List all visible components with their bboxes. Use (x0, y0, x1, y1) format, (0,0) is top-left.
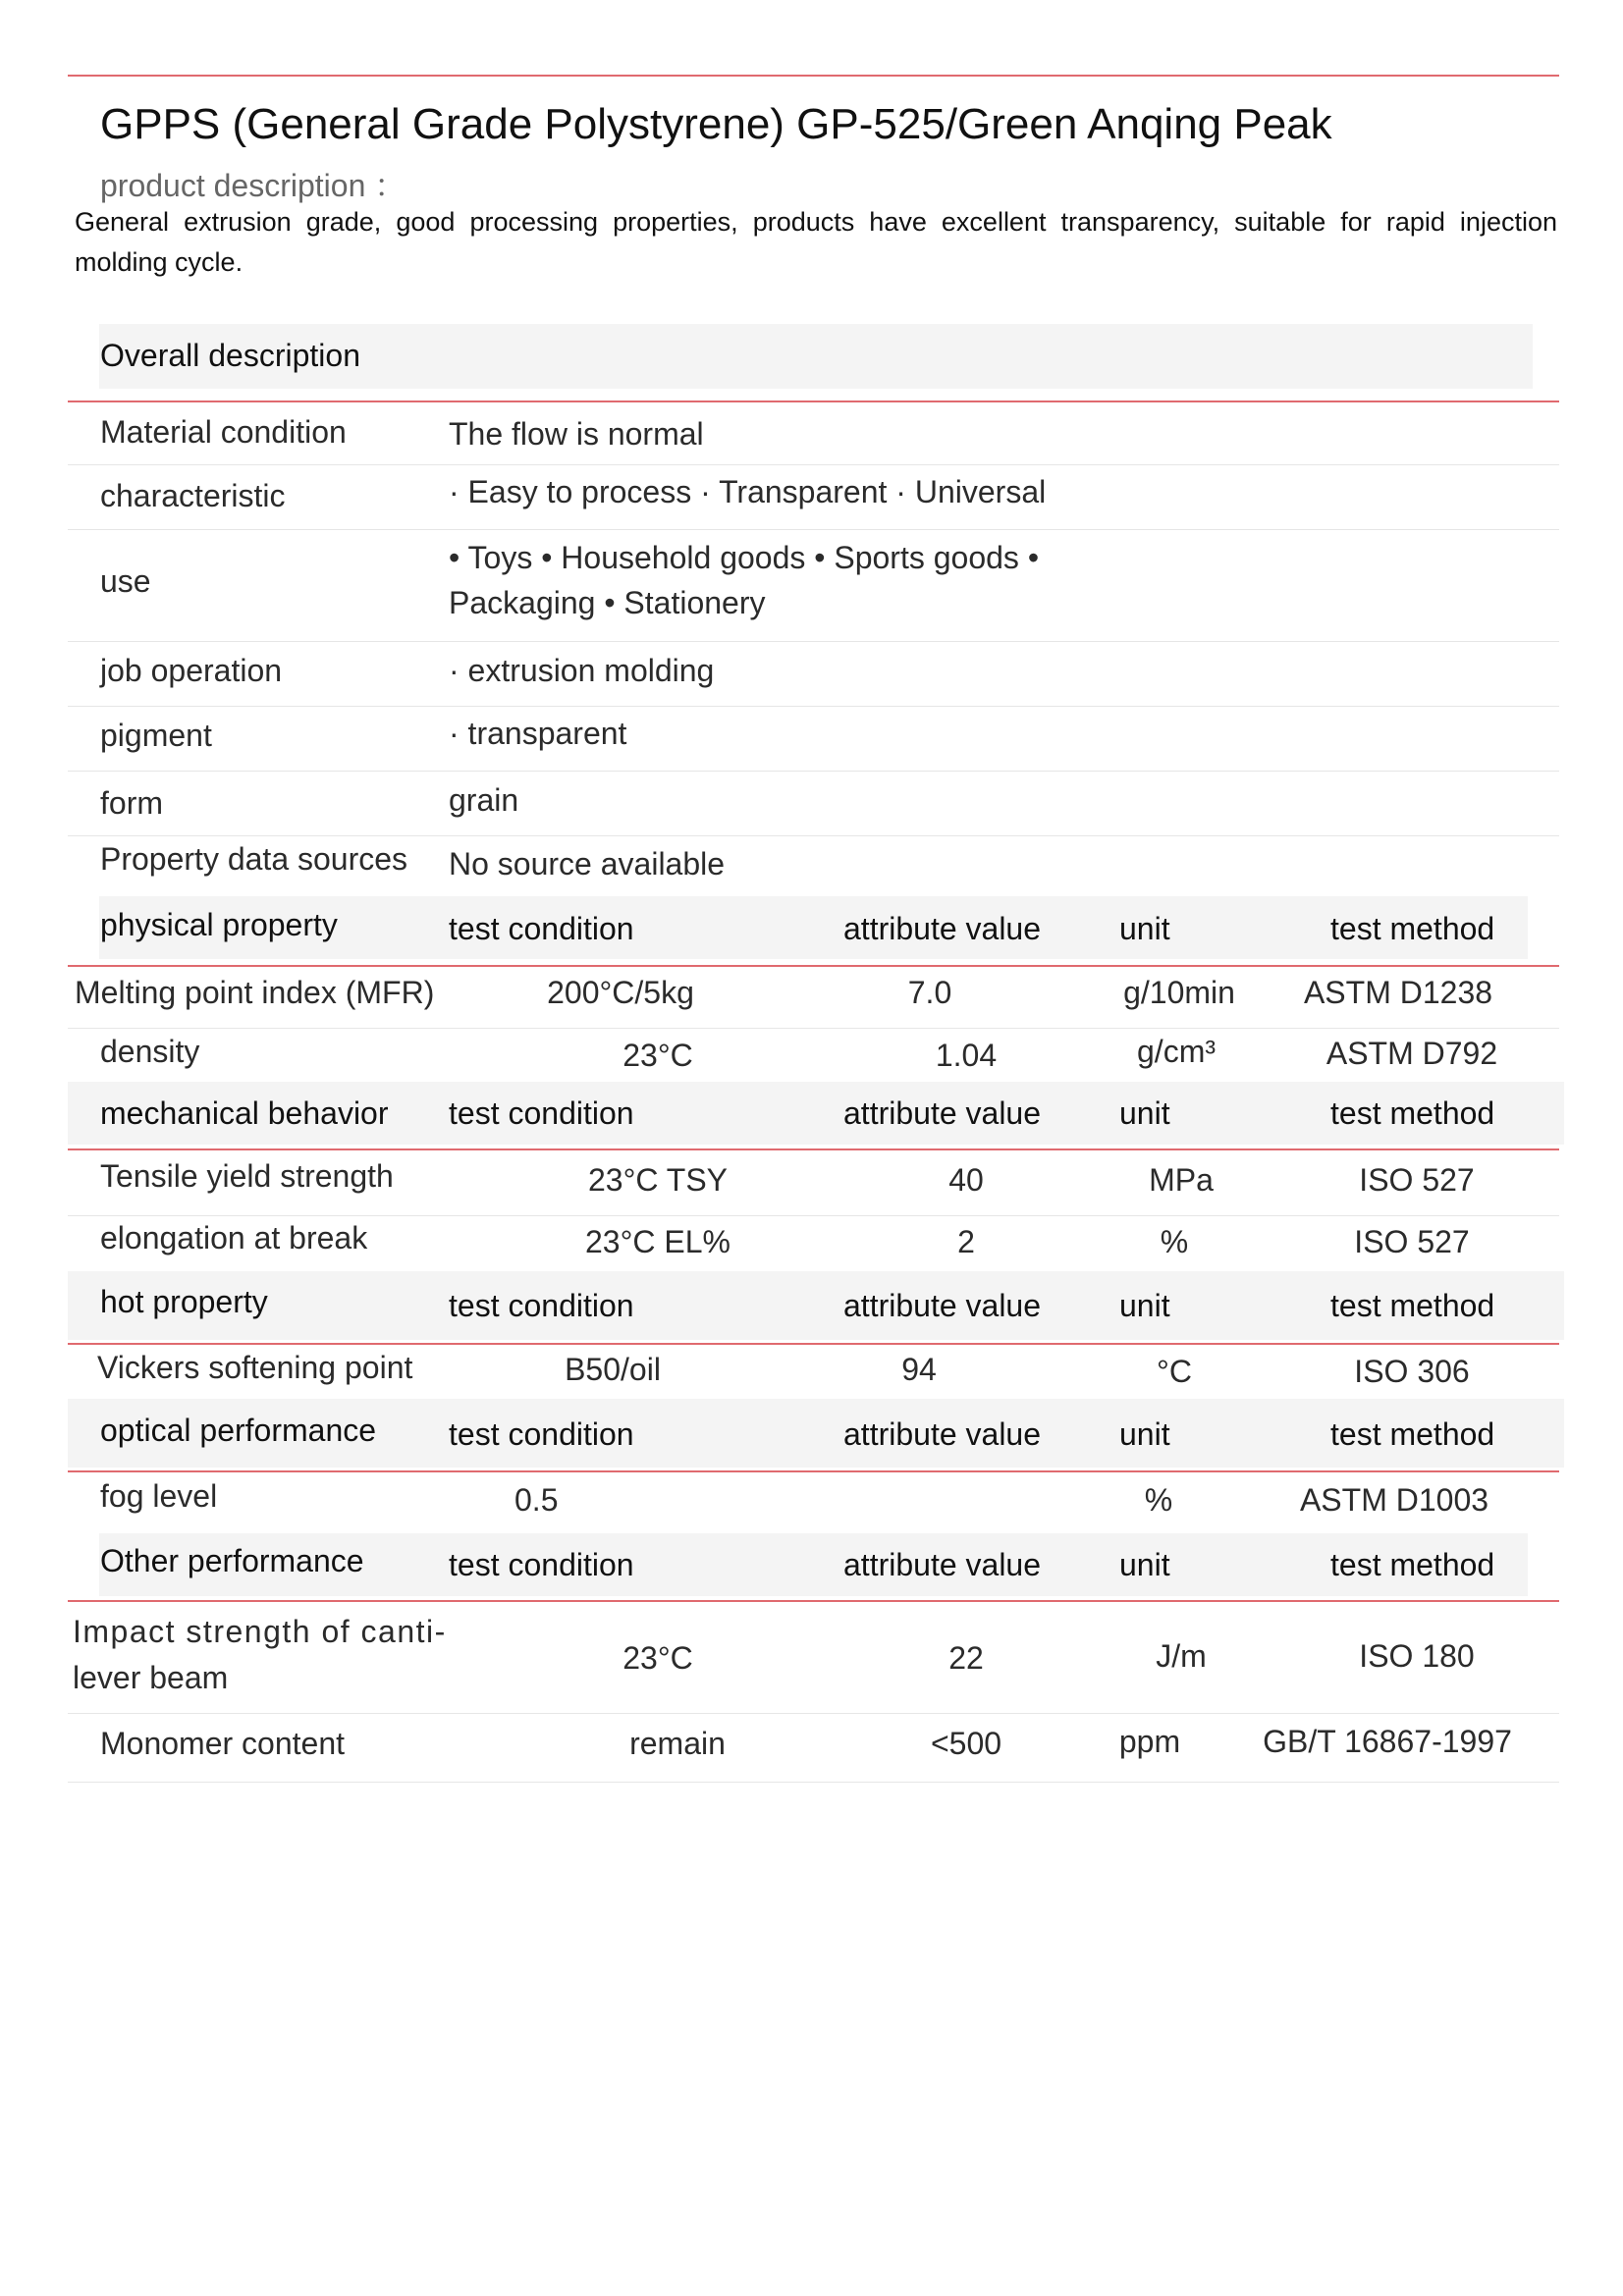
overall-label-job-operation: job operation (100, 653, 283, 688)
product-description-text: General extrusion grade, good processing properties, products have excellent transparency, suitable for rapid injection molding cycle. (75, 207, 1557, 277)
method-monomer-content: GB/T 16867-1997 (1263, 1724, 1512, 1759)
unit-tensile-yield-strength: MPa (1149, 1162, 1214, 1198)
section-name-physical-property: physical property (100, 907, 338, 942)
section-name-optical-performance: optical performance (100, 1413, 377, 1448)
col-header-value: attribute value (843, 1288, 1042, 1323)
overall-label-pigment: pigment (100, 718, 212, 753)
row-divider (68, 1713, 1559, 1714)
row-divider (68, 464, 1559, 465)
overall-label-form: form (100, 785, 163, 821)
row-divider (68, 1782, 1559, 1783)
section-divider (68, 965, 1559, 967)
col-header-condition: test condition (449, 911, 634, 946)
col-header-condition: test condition (449, 1095, 634, 1131)
method-tensile-yield-strength: ISO 527 (1359, 1162, 1475, 1198)
cond-impact-strength: 23°C (622, 1640, 693, 1676)
cond-fog-level: 0.5 (514, 1482, 559, 1518)
col-header-value: attribute value (843, 1547, 1042, 1582)
cond-vickers-softening-point: B50/oil (565, 1352, 661, 1387)
overall-label-use: use (100, 563, 151, 599)
cond-density: 23°C (622, 1038, 693, 1073)
overall-value-form: grain (449, 782, 519, 818)
section-divider (68, 1600, 1559, 1602)
overall-value-use-line1: • Toys • Household goods • Sports goods • (449, 540, 1040, 575)
col-header-method: test method (1330, 1416, 1495, 1452)
prop-monomer-content: Monomer content (100, 1726, 346, 1761)
col-header-unit: unit (1119, 1288, 1170, 1323)
prop-density: density (100, 1034, 200, 1069)
row-divider (68, 706, 1559, 707)
method-melting-point-index: ASTM D1238 (1303, 975, 1493, 1010)
unit-monomer-content: ppm (1118, 1724, 1181, 1759)
col-header-condition: test condition (449, 1288, 634, 1323)
unit-density: g/cm³ (1137, 1034, 1216, 1069)
row-divider (68, 529, 1559, 530)
col-header-unit: unit (1119, 911, 1170, 946)
section-name-mechanical-behavior: mechanical behavior (100, 1095, 389, 1131)
section-name-other-performance: Other performance (100, 1543, 364, 1578)
unit-impact-strength: J/m (1156, 1638, 1207, 1674)
overall-label-property-data-sources: Property data sources (100, 841, 408, 877)
prop-fog-level: fog level (100, 1478, 218, 1514)
row-divider (68, 641, 1559, 642)
method-vickers-softening-point: ISO 306 (1354, 1354, 1470, 1389)
prop-vickers-softening-point: Vickers softening point (97, 1350, 413, 1385)
col-header-unit: unit (1119, 1547, 1170, 1582)
page-title: GPPS (General Grade Polystyrene) GP-525/Green Anqing Peak (100, 100, 1332, 148)
col-header-value: attribute value (843, 911, 1042, 946)
method-fog-level: ASTM D1003 (1299, 1482, 1489, 1518)
product-description-label: product description ： (100, 168, 406, 203)
cond-tensile-yield-strength: 23°C TSY (587, 1162, 729, 1198)
col-header-condition: test condition (449, 1416, 634, 1452)
cond-elongation-at-break: 23°C EL% (585, 1224, 730, 1259)
method-density: ASTM D792 (1325, 1036, 1498, 1071)
section-divider (68, 1148, 1559, 1150)
unit-vickers-softening-point: °C (1157, 1354, 1192, 1389)
overall-label-material-condition: Material condition (100, 414, 347, 450)
overall-value-job-operation: · extrusion molding (449, 653, 715, 688)
col-header-method: test method (1330, 1095, 1495, 1131)
prop-elongation-at-break: elongation at break (100, 1220, 368, 1255)
unit-fog-level: % (1144, 1482, 1173, 1518)
overall-value-material-condition: The flow is normal (449, 416, 704, 452)
overall-value-pigment: · transparent (449, 716, 627, 751)
value-elongation-at-break: 2 (957, 1224, 975, 1259)
col-header-method: test method (1330, 911, 1495, 946)
col-header-unit: unit (1119, 1416, 1170, 1452)
value-tensile-yield-strength: 40 (948, 1162, 984, 1198)
row-divider (68, 771, 1559, 772)
overall-value-characteristic: · Easy to process · Transparent · Universal (449, 474, 1047, 509)
value-melting-point-index: 7.0 (907, 975, 952, 1010)
row-divider (68, 1028, 1559, 1029)
col-header-method: test method (1330, 1288, 1495, 1323)
value-density: 1.04 (935, 1038, 998, 1073)
overall-divider (68, 400, 1559, 402)
col-header-unit: unit (1119, 1095, 1170, 1131)
unit-elongation-at-break: % (1160, 1224, 1189, 1259)
col-header-value: attribute value (843, 1416, 1042, 1452)
top-divider (68, 75, 1559, 77)
cond-monomer-content: remain (629, 1726, 726, 1761)
value-vickers-softening-point: 94 (901, 1352, 937, 1387)
prop-impact-strength-line2: lever beam (73, 1660, 229, 1695)
cond-melting-point-index: 200°C/5kg (547, 975, 694, 1010)
overall-label-characteristic: characteristic (100, 478, 286, 513)
method-elongation-at-break: ISO 527 (1354, 1224, 1470, 1259)
section-name-hot-property: hot property (100, 1284, 268, 1319)
col-header-method: test method (1330, 1547, 1495, 1582)
method-impact-strength: ISO 180 (1359, 1638, 1475, 1674)
prop-impact-strength-line1: Impact strength of canti- (73, 1614, 447, 1649)
prop-tensile-yield-strength: Tensile yield strength (100, 1158, 394, 1194)
overall-value-property-data-sources: No source available (449, 846, 726, 881)
row-divider (68, 835, 1559, 836)
row-divider (68, 1215, 1559, 1216)
value-impact-strength: 22 (948, 1640, 984, 1676)
section-divider (68, 1343, 1559, 1345)
prop-melting-point-index: Melting point index (MFR) (75, 975, 435, 1010)
col-header-condition: test condition (449, 1547, 634, 1582)
overall-description-heading: Overall description (100, 338, 360, 373)
unit-melting-point-index: g/10min (1123, 975, 1235, 1010)
overall-value-use-line2: Packaging • Stationery (449, 585, 766, 620)
col-header-value: attribute value (843, 1095, 1042, 1131)
section-divider (68, 1470, 1559, 1472)
value-monomer-content: <500 (930, 1726, 1002, 1761)
